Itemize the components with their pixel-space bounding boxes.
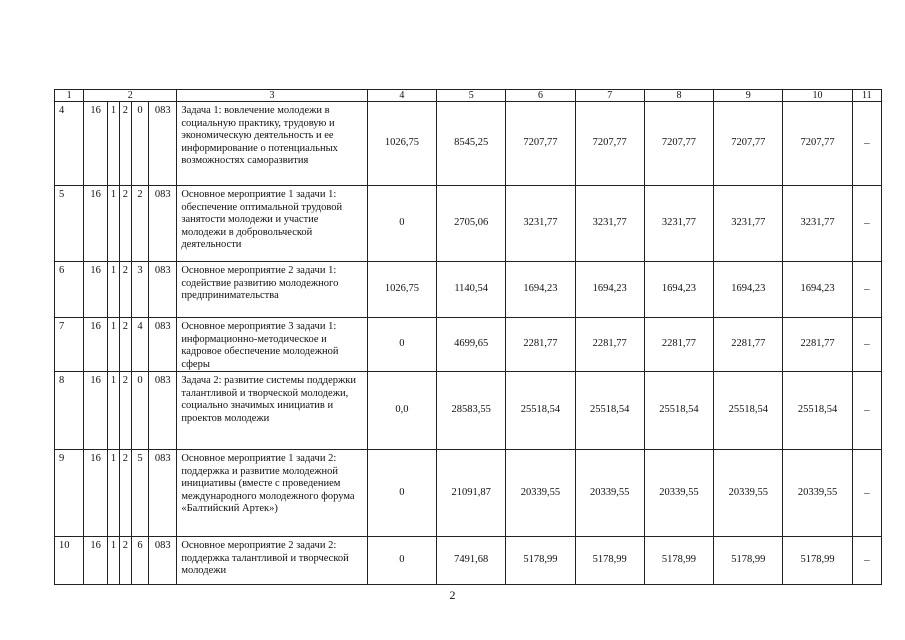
value-cell: 25518,54 xyxy=(714,372,783,450)
code-cell: 16 xyxy=(84,102,108,186)
value-cell: 1694,23 xyxy=(644,262,713,318)
value-cell: 28583,55 xyxy=(437,372,506,450)
value-cell: 5178,99 xyxy=(783,537,852,585)
code-cell: 083 xyxy=(149,450,177,537)
value-cell: 0 xyxy=(367,186,436,262)
code-cell: 2 xyxy=(119,102,131,186)
code-cell: 1 xyxy=(108,318,120,372)
value-cell: 3231,77 xyxy=(644,186,713,262)
value-cell: 25518,54 xyxy=(783,372,852,450)
value-cell: 0,0 xyxy=(367,372,436,450)
code-cell: 083 xyxy=(149,186,177,262)
value-cell: 4699,65 xyxy=(437,318,506,372)
table-row xyxy=(55,102,882,186)
row-number: 10 xyxy=(55,537,84,585)
code-cell: 083 xyxy=(149,262,177,318)
page-number: 2 xyxy=(449,588,456,602)
code-cell: 2 xyxy=(119,537,131,585)
value-cell: – xyxy=(852,450,881,537)
value-cell: 1694,23 xyxy=(714,262,783,318)
description-cell: Задача 1: вовлечение молодежи в социальную практику, трудовую и экономическую деятельность и ее информирование о потенциальных возможностях саморазвития xyxy=(177,102,367,186)
value-cell: 20339,55 xyxy=(575,450,644,537)
code-cell: 0 xyxy=(131,102,148,186)
value-cell: – xyxy=(852,537,881,585)
code-cell: 1 xyxy=(108,372,120,450)
header-cell: 10 xyxy=(783,90,852,102)
table-row xyxy=(55,262,882,318)
value-cell: 25518,54 xyxy=(506,372,575,450)
value-cell: 1694,23 xyxy=(783,262,852,318)
code-cell: 16 xyxy=(84,450,108,537)
value-cell: 25518,54 xyxy=(575,372,644,450)
header-row xyxy=(55,90,882,102)
value-cell: 1694,23 xyxy=(575,262,644,318)
value-cell: 1026,75 xyxy=(367,262,436,318)
value-cell: 5178,99 xyxy=(575,537,644,585)
row-number: 7 xyxy=(55,318,84,372)
value-cell: 3231,77 xyxy=(783,186,852,262)
code-cell: 4 xyxy=(131,318,148,372)
value-cell: 1694,23 xyxy=(506,262,575,318)
value-cell: 0 xyxy=(367,537,436,585)
header-cell: 1 xyxy=(55,90,84,102)
code-cell: 16 xyxy=(84,186,108,262)
table-row xyxy=(55,318,882,372)
description-cell: Основное мероприятие 1 задачи 1: обеспечение оптимальной трудовой занятости молодежи и участие молодежи в добровольческой деятельности xyxy=(177,186,367,262)
code-cell: 5 xyxy=(131,450,148,537)
value-cell: 7207,77 xyxy=(783,102,852,186)
header-cell: 2 xyxy=(84,90,177,102)
header-cell: 3 xyxy=(177,90,367,102)
code-cell: 2 xyxy=(119,372,131,450)
code-cell: 1 xyxy=(108,102,120,186)
value-cell: 25518,54 xyxy=(644,372,713,450)
value-cell: 7207,77 xyxy=(506,102,575,186)
value-cell: 0 xyxy=(367,450,436,537)
value-cell: 20339,55 xyxy=(783,450,852,537)
value-cell: 7491,68 xyxy=(437,537,506,585)
code-cell: 16 xyxy=(84,372,108,450)
value-cell: 3231,77 xyxy=(575,186,644,262)
code-cell: 16 xyxy=(84,262,108,318)
value-cell: 0 xyxy=(367,318,436,372)
value-cell: 5178,99 xyxy=(644,537,713,585)
row-number: 5 xyxy=(55,186,84,262)
budget-table xyxy=(54,89,882,585)
code-cell: 2 xyxy=(119,186,131,262)
value-cell: 1140,54 xyxy=(437,262,506,318)
header-cell: 8 xyxy=(644,90,713,102)
value-cell: 7207,77 xyxy=(644,102,713,186)
code-cell: 083 xyxy=(149,318,177,372)
table-row xyxy=(55,537,882,585)
code-cell: 1 xyxy=(108,450,120,537)
value-cell: 5178,99 xyxy=(714,537,783,585)
header-cell: 6 xyxy=(506,90,575,102)
value-cell: 2705,06 xyxy=(437,186,506,262)
row-number: 6 xyxy=(55,262,84,318)
header-cell: 11 xyxy=(852,90,881,102)
value-cell: – xyxy=(852,102,881,186)
header-cell: 4 xyxy=(367,90,436,102)
table-row xyxy=(55,186,882,262)
code-cell: 1 xyxy=(108,537,120,585)
header-cell: 5 xyxy=(437,90,506,102)
value-cell: 3231,77 xyxy=(506,186,575,262)
code-cell: 16 xyxy=(84,318,108,372)
code-cell: 083 xyxy=(149,537,177,585)
code-cell: 2 xyxy=(131,186,148,262)
value-cell: 5178,99 xyxy=(506,537,575,585)
value-cell: 20339,55 xyxy=(644,450,713,537)
description-cell: Основное мероприятие 3 задачи 1: информационно-методическое и кадровое обеспечение молодежной сферы xyxy=(177,318,367,372)
value-cell: 1026,75 xyxy=(367,102,436,186)
value-cell: 2281,77 xyxy=(575,318,644,372)
description-cell: Основное мероприятие 2 задачи 1: содействие развитию молодежного предпринимательства xyxy=(177,262,367,318)
header-cell: 7 xyxy=(575,90,644,102)
value-cell: – xyxy=(852,186,881,262)
code-cell: 6 xyxy=(131,537,148,585)
code-cell: 2 xyxy=(119,262,131,318)
table-row xyxy=(55,450,882,537)
code-cell: 083 xyxy=(149,102,177,186)
table-row xyxy=(55,372,882,450)
header-cell: 9 xyxy=(714,90,783,102)
value-cell: 2281,77 xyxy=(506,318,575,372)
row-number: 8 xyxy=(55,372,84,450)
code-cell: 1 xyxy=(108,262,120,318)
description-cell: Основное мероприятие 2 задачи 2: поддержка талантливой и творческой молодежи xyxy=(177,537,367,585)
row-number: 9 xyxy=(55,450,84,537)
description-cell: Основное мероприятие 1 задачи 2: поддержка и развитие молодежной инициативы (вместе с проведением международного молодежного форума «Балтийский Артек») xyxy=(177,450,367,537)
code-cell: 3 xyxy=(131,262,148,318)
code-cell: 2 xyxy=(119,450,131,537)
value-cell: 2281,77 xyxy=(714,318,783,372)
value-cell: 7207,77 xyxy=(714,102,783,186)
value-cell: 20339,55 xyxy=(506,450,575,537)
description-cell: Задача 2: развитие системы поддержки талантливой и творческой молодежи, социально значимых инициатив и проектов молодежи xyxy=(177,372,367,450)
value-cell: 3231,77 xyxy=(714,186,783,262)
value-cell: – xyxy=(852,262,881,318)
code-cell: 16 xyxy=(84,537,108,585)
code-cell: 083 xyxy=(149,372,177,450)
code-cell: 1 xyxy=(108,186,120,262)
value-cell: 8545,25 xyxy=(437,102,506,186)
value-cell: 20339,55 xyxy=(714,450,783,537)
value-cell: 21091,87 xyxy=(437,450,506,537)
code-cell: 0 xyxy=(131,372,148,450)
value-cell: 7207,77 xyxy=(575,102,644,186)
value-cell: 2281,77 xyxy=(783,318,852,372)
value-cell: 2281,77 xyxy=(644,318,713,372)
budget-table-sheet xyxy=(54,89,882,585)
row-number: 4 xyxy=(55,102,84,186)
value-cell: – xyxy=(852,318,881,372)
value-cell: – xyxy=(852,372,881,450)
code-cell: 2 xyxy=(119,318,131,372)
